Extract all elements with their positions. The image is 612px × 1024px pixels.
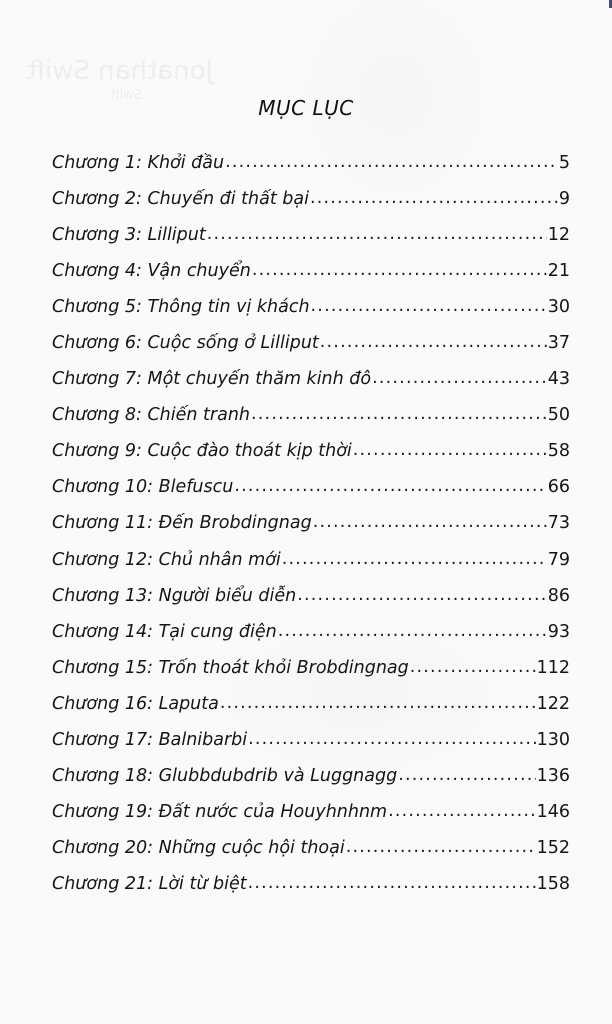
toc-entry-page: 37 <box>547 333 570 354</box>
show-through-text: Swift <box>110 88 142 103</box>
toc-entry[interactable] <box>52 797 570 833</box>
toc-entry-page: 93 <box>547 621 570 642</box>
dot-leader <box>388 796 535 826</box>
dot-leader <box>225 147 558 177</box>
toc-entry[interactable] <box>52 581 570 617</box>
toc-entry-page: 86 <box>547 585 570 606</box>
dot-leader <box>311 291 547 321</box>
toc-entry-label: Chương 19: Đất nước của Houyhnhnm <box>52 801 388 822</box>
toc-entry-label: Chương 12: Chủ nhân mới <box>52 549 281 570</box>
dot-leader <box>346 832 536 862</box>
toc-entry-page: 136 <box>536 765 570 786</box>
toc-entry-page: 30 <box>547 297 570 318</box>
toc-entry-label: Chương 1: Khởi đầu <box>52 153 225 173</box>
toc-entry[interactable] <box>52 545 570 581</box>
toc-entry-label: Chương 5: Thông tin vị khách <box>52 297 310 318</box>
toc-entry-label: Chương 7: Một chuyến thăm kinh đô <box>52 369 372 390</box>
dot-leader <box>234 471 546 501</box>
toc-entry[interactable] <box>52 617 570 653</box>
dot-leader <box>251 399 547 429</box>
toc-entry[interactable] <box>52 472 570 508</box>
toc-entry-page: 158 <box>536 873 570 894</box>
toc-entry[interactable] <box>52 292 570 328</box>
dot-leader <box>297 580 546 610</box>
toc-entry[interactable] <box>52 436 570 472</box>
page-title: MỤC LỤC <box>258 96 354 120</box>
toc-entry-label: Chương 15: Trốn thoát khỏi Brobdingnag <box>52 657 409 678</box>
toc-entry-page: 66 <box>547 477 570 498</box>
table-of-contents <box>52 148 570 905</box>
toc-entry-label: Chương 4: Vận chuyển <box>52 261 251 282</box>
toc-entry-page: 50 <box>547 405 570 426</box>
toc-entry[interactable] <box>52 400 570 436</box>
toc-entry[interactable] <box>52 761 570 797</box>
toc-entry-page: 130 <box>536 729 570 750</box>
dot-leader <box>252 255 547 285</box>
toc-entry[interactable] <box>52 256 570 292</box>
toc-entry-label: Chương 9: Cuộc đào thoát kịp thời <box>52 441 352 462</box>
toc-entry[interactable] <box>52 364 570 400</box>
toc-entry-page: 12 <box>547 225 570 246</box>
toc-entry[interactable] <box>52 148 570 184</box>
toc-entry[interactable] <box>52 184 570 220</box>
toc-entry-page: 9 <box>558 189 570 210</box>
toc-entry-page: 152 <box>536 837 570 858</box>
toc-entry[interactable] <box>52 220 570 256</box>
toc-entry-page: 5 <box>558 153 570 173</box>
toc-entry-page: 146 <box>536 801 570 822</box>
toc-entry-page: 79 <box>547 549 570 570</box>
dot-leader <box>398 760 535 790</box>
dot-leader <box>353 435 547 465</box>
toc-entry-label: Chương 14: Tại cung điện <box>52 621 277 642</box>
toc-entry-label: Chương 8: Chiến tranh <box>52 405 251 426</box>
toc-entry[interactable] <box>52 833 570 869</box>
dot-leader <box>410 652 536 682</box>
toc-entry-page: 58 <box>547 441 570 462</box>
toc-entry[interactable] <box>52 328 570 364</box>
dot-leader <box>248 724 535 754</box>
dot-leader <box>282 544 547 574</box>
toc-entry-label: Chương 10: Blefuscu <box>52 477 234 498</box>
toc-entry[interactable] <box>52 508 570 544</box>
toc-entry[interactable] <box>52 725 570 761</box>
dot-leader <box>313 507 547 537</box>
toc-entry[interactable] <box>52 689 570 725</box>
toc-entry-page: 43 <box>547 369 570 390</box>
toc-entry-label: Chương 3: Lilliput <box>52 225 206 246</box>
dot-leader <box>220 688 536 718</box>
toc-entry[interactable] <box>52 869 570 905</box>
dot-leader <box>320 327 547 357</box>
toc-entry-label: Chương 21: Lời từ biệt <box>52 873 247 894</box>
toc-entry-page: 21 <box>547 261 570 282</box>
dot-leader <box>248 868 536 898</box>
show-through-text: Jonathan Swift <box>26 56 214 86</box>
toc-entry-label: Chương 16: Laputa <box>52 693 219 714</box>
toc-entry[interactable] <box>52 653 570 689</box>
toc-entry-label: Chương 11: Đến Brobdingnag <box>52 513 312 534</box>
toc-entry-label: Chương 17: Balnibarbi <box>52 729 248 750</box>
toc-entry-label: Chương 13: Người biểu diễn <box>52 585 297 606</box>
toc-entry-page: 122 <box>536 693 570 714</box>
dot-leader <box>278 616 547 646</box>
dot-leader <box>207 219 547 249</box>
toc-entry-label: Chương 2: Chuyến đi thất bại <box>52 189 309 210</box>
toc-entry-label: Chương 18: Glubbdubdrib và Luggnagg <box>52 765 398 786</box>
dot-leader <box>372 363 547 393</box>
toc-entry-page: 112 <box>536 657 570 678</box>
toc-entry-label: Chương 20: Những cuộc hội thoại <box>52 837 345 858</box>
toc-entry-page: 73 <box>547 513 570 534</box>
toc-entry-label: Chương 6: Cuộc sống ở Lilliput <box>52 333 319 354</box>
dot-leader <box>310 183 558 213</box>
